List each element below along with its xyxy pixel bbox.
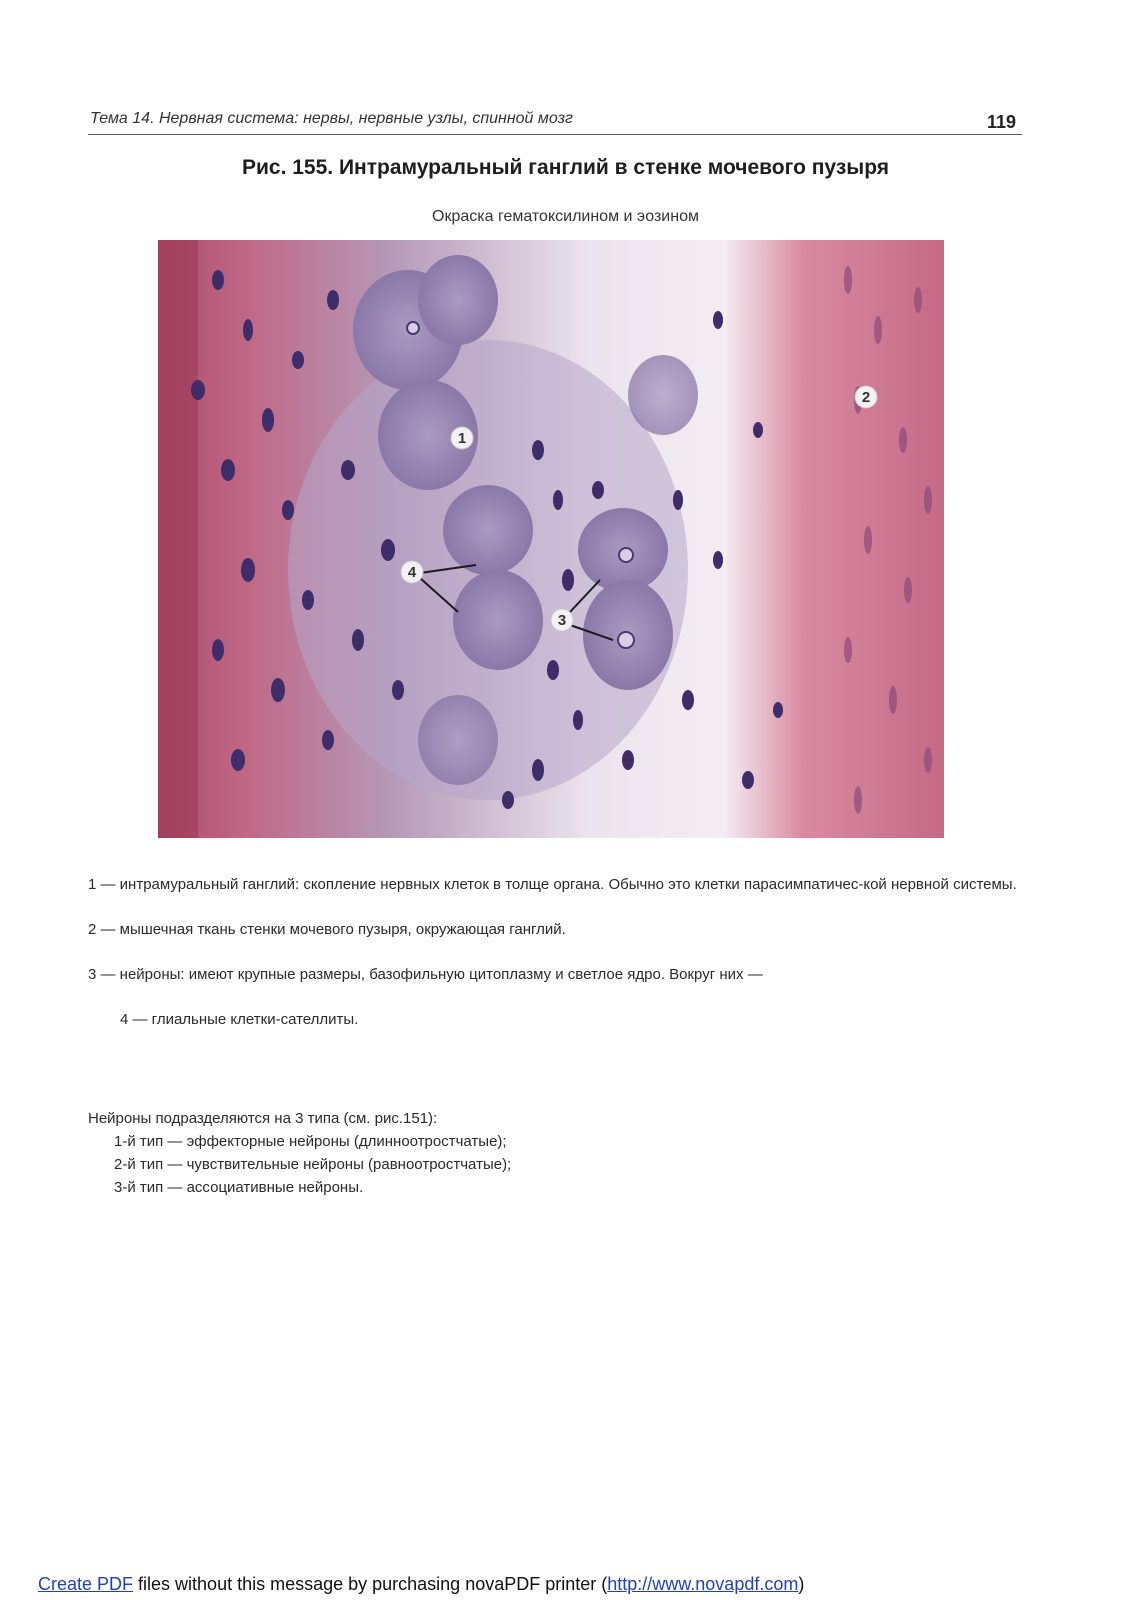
neuron-types-intro: Нейроны подразделяются на 3 типа (см. рис.151): xyxy=(88,1110,438,1127)
neuron-cell xyxy=(628,355,698,435)
callout-label: 2 xyxy=(861,389,871,406)
neuron-cell xyxy=(418,255,498,345)
callout-label: 1 xyxy=(457,430,467,447)
neuron-cell xyxy=(418,695,498,785)
create-pdf-link[interactable]: Create PDF xyxy=(38,1574,134,1594)
callout-label: 3 xyxy=(557,612,567,629)
callout-1 xyxy=(451,427,473,449)
neuron-cell xyxy=(453,570,543,670)
figure-subtitle: Окраска гематоксилином и эозином xyxy=(432,208,699,225)
callout-3 xyxy=(551,609,573,631)
footer-text: files without this message by purchasing novaPDF printer ( xyxy=(133,1574,608,1594)
figure-legend xyxy=(88,874,1028,1054)
legend-item-3: 3 — нейроны: имеют крупные размеры, базофильную цитоплазму и светлое ядро. Вокруг них — xyxy=(88,966,763,983)
callout-label: 4 xyxy=(407,564,417,581)
running-header xyxy=(88,108,1022,135)
pdf-footer-note xyxy=(38,1574,804,1595)
micrograph-image xyxy=(158,240,944,838)
figure-title: Рис. 155. Интрамуральный ганглий в стенке мочевого пузыря xyxy=(241,156,890,179)
page-number: 119 xyxy=(986,112,1016,132)
neuron-type-item: 3-й тип — ассоциативные нейроны. xyxy=(114,1179,364,1196)
novapdf-link[interactable]: http://www.novapdf.com xyxy=(607,1574,799,1594)
neuron-type-item: 2-й тип — чувствительные нейроны (равноотростчатые); xyxy=(114,1156,512,1173)
legend-item-1: 1 — интрамуральный ганглий: скопление нервных клеток в толще органа. Обычно это клетки парасимпатичес-кой нервной системы. xyxy=(88,876,1017,893)
running-title: Тема 14. Нервная система: нервы, нервные узлы, спинной мозг xyxy=(90,110,573,127)
neuron-types xyxy=(88,1107,988,1199)
neuron-type-item: 1-й тип — эффекторные нейроны (длинноотростчатые); xyxy=(114,1133,507,1150)
footer-text-end: ) xyxy=(798,1574,805,1594)
callout-2 xyxy=(855,386,877,408)
neuron-cell xyxy=(443,485,533,575)
callout-4 xyxy=(401,561,423,583)
legend-item-2: 2 — мышечная ткань стенки мочевого пузыря, окружающая ганглий. xyxy=(88,921,566,938)
legend-item-4: 4 — глиальные клетки-сателлиты. xyxy=(120,1011,359,1028)
